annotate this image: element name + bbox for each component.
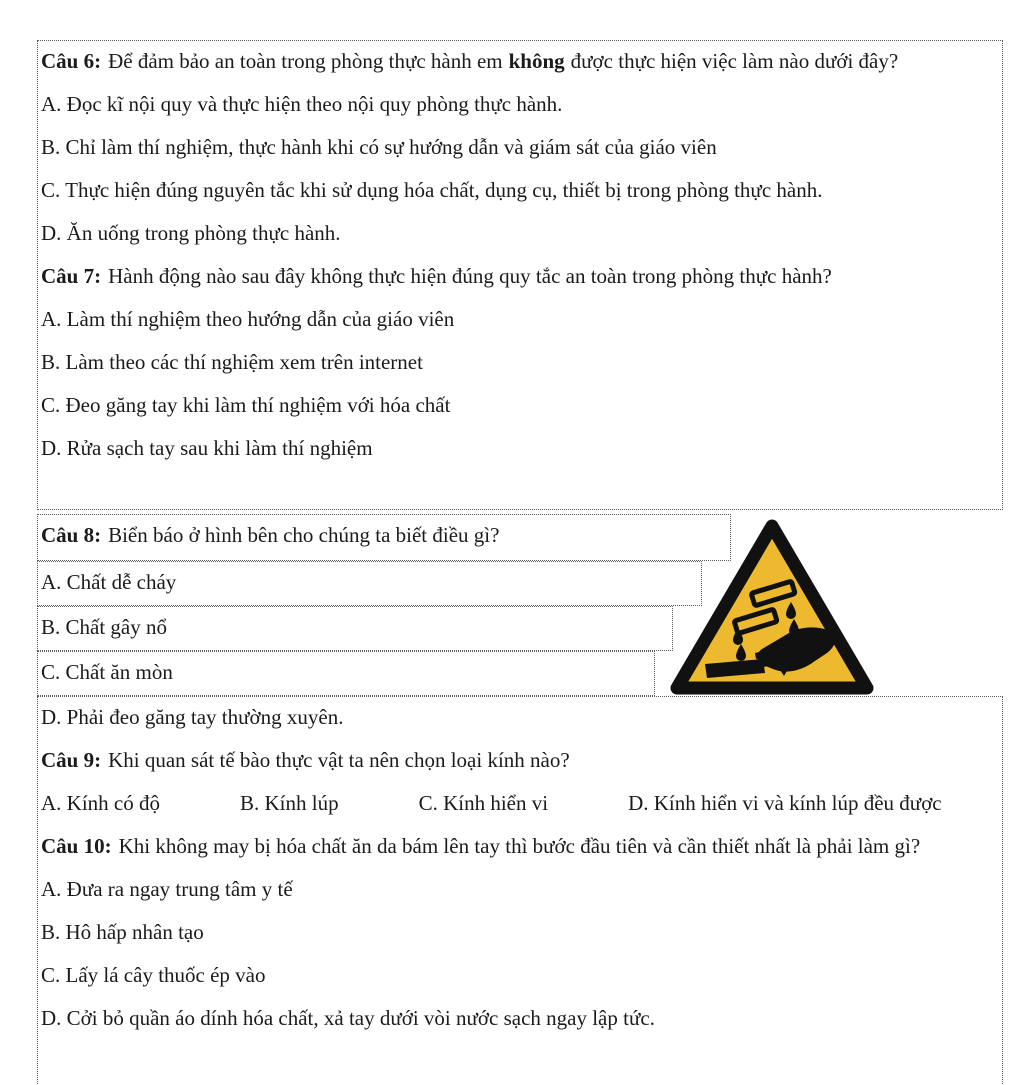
question-6-title [41, 46, 994, 76]
question-block-6-7 [37, 40, 1003, 510]
question-7-option-a: A. Làm thí nghiệm theo hướng dẫn của giáo viên [41, 307, 455, 331]
question-8-label: Câu 8: [41, 523, 102, 547]
question-9-option-d: D. Kính hiển vi và kính lúp đều được [628, 791, 942, 815]
question-7-option-b: B. Làm theo các thí nghiệm xem trên internet [41, 350, 423, 374]
question-10-option-a: A. Đưa ra ngay trung tâm y tế [41, 877, 293, 901]
question-8-title-box [37, 514, 731, 561]
question-8-option-c-box [37, 651, 655, 696]
question-8-option-d: D. Phải đeo găng tay thường xuyên. [41, 705, 344, 729]
question-6-label: Câu 6: [41, 49, 102, 73]
question-9-text: Khi quan sát tế bào thực vật ta nên chọn loại kính nào? [108, 748, 570, 772]
question-10-title [41, 831, 994, 861]
question-9-option-b: B. Kính lúp [240, 791, 339, 815]
question-7-option-d: D. Rửa sạch tay sau khi làm thí nghiệm [41, 436, 373, 460]
question-9-option-c: C. Kính hiển vi [418, 791, 549, 815]
question-7-label: Câu 7: [41, 264, 102, 288]
question-9-label: Câu 9: [41, 748, 102, 772]
corrosive-warning-icon [663, 512, 881, 700]
question-8-title [41, 520, 722, 550]
question-10-label: Câu 10: [41, 834, 112, 858]
question-7-option-c: C. Đeo găng tay khi làm thí nghiệm với hóa chất [41, 393, 451, 417]
question-9-option-a: A. Kính có độ [41, 791, 160, 815]
question-8-option-c: C. Chất ăn mòn [41, 660, 173, 684]
question-10-option-b: B. Hô hấp nhân tạo [41, 920, 204, 944]
question-6-option-c: C. Thực hiện đúng nguyên tắc khi sử dụng hóa chất, dụng cụ, thiết bị trong phòng thực hành. [41, 178, 823, 202]
question-8-option-a-box [37, 561, 702, 606]
question-6-text-pre: Để đảm bảo an toàn trong phòng thực hành em [108, 49, 503, 73]
corrosive-warning-svg [663, 512, 881, 700]
question-8-option-b-box [37, 606, 673, 651]
question-6-option-a: A. Đọc kĩ nội quy và thực hiện theo nội quy phòng thực hành. [41, 92, 563, 116]
question-8-text: Biển báo ở hình bên cho chúng ta biết điều gì? [108, 523, 500, 547]
question-7-text: Hành động nào sau đây không thực hiện đúng quy tắc an toàn trong phòng thực hành? [108, 264, 832, 288]
question-6-bold-word: không [508, 49, 565, 73]
question-8-option-b: B. Chất gây nổ [41, 615, 167, 639]
question-8-option-a: A. Chất dễ cháy [41, 570, 177, 594]
question-9-options-row [41, 788, 994, 818]
question-block-8d-9-10 [37, 696, 1003, 1085]
question-10-option-c: C. Lấy lá cây thuốc ép vào [41, 963, 266, 987]
question-7-title [41, 261, 994, 291]
question-10-option-d: D. Cởi bỏ quần áo dính hóa chất, xả tay dưới vòi nước sạch ngay lập tức. [41, 1006, 655, 1030]
question-6-option-b: B. Chỉ làm thí nghiệm, thực hành khi có sự hướng dẫn và giám sát của giáo viên [41, 135, 717, 159]
question-6-option-d: D. Ăn uống trong phòng thực hành. [41, 221, 341, 245]
question-6-text-post: được thực hiện việc làm nào dưới đây? [570, 49, 899, 73]
question-9-title [41, 745, 994, 775]
question-10-text: Khi không may bị hóa chất ăn da bám lên tay thì bước đầu tiên và cần thiết nhất là phải làm gì? [118, 834, 921, 858]
